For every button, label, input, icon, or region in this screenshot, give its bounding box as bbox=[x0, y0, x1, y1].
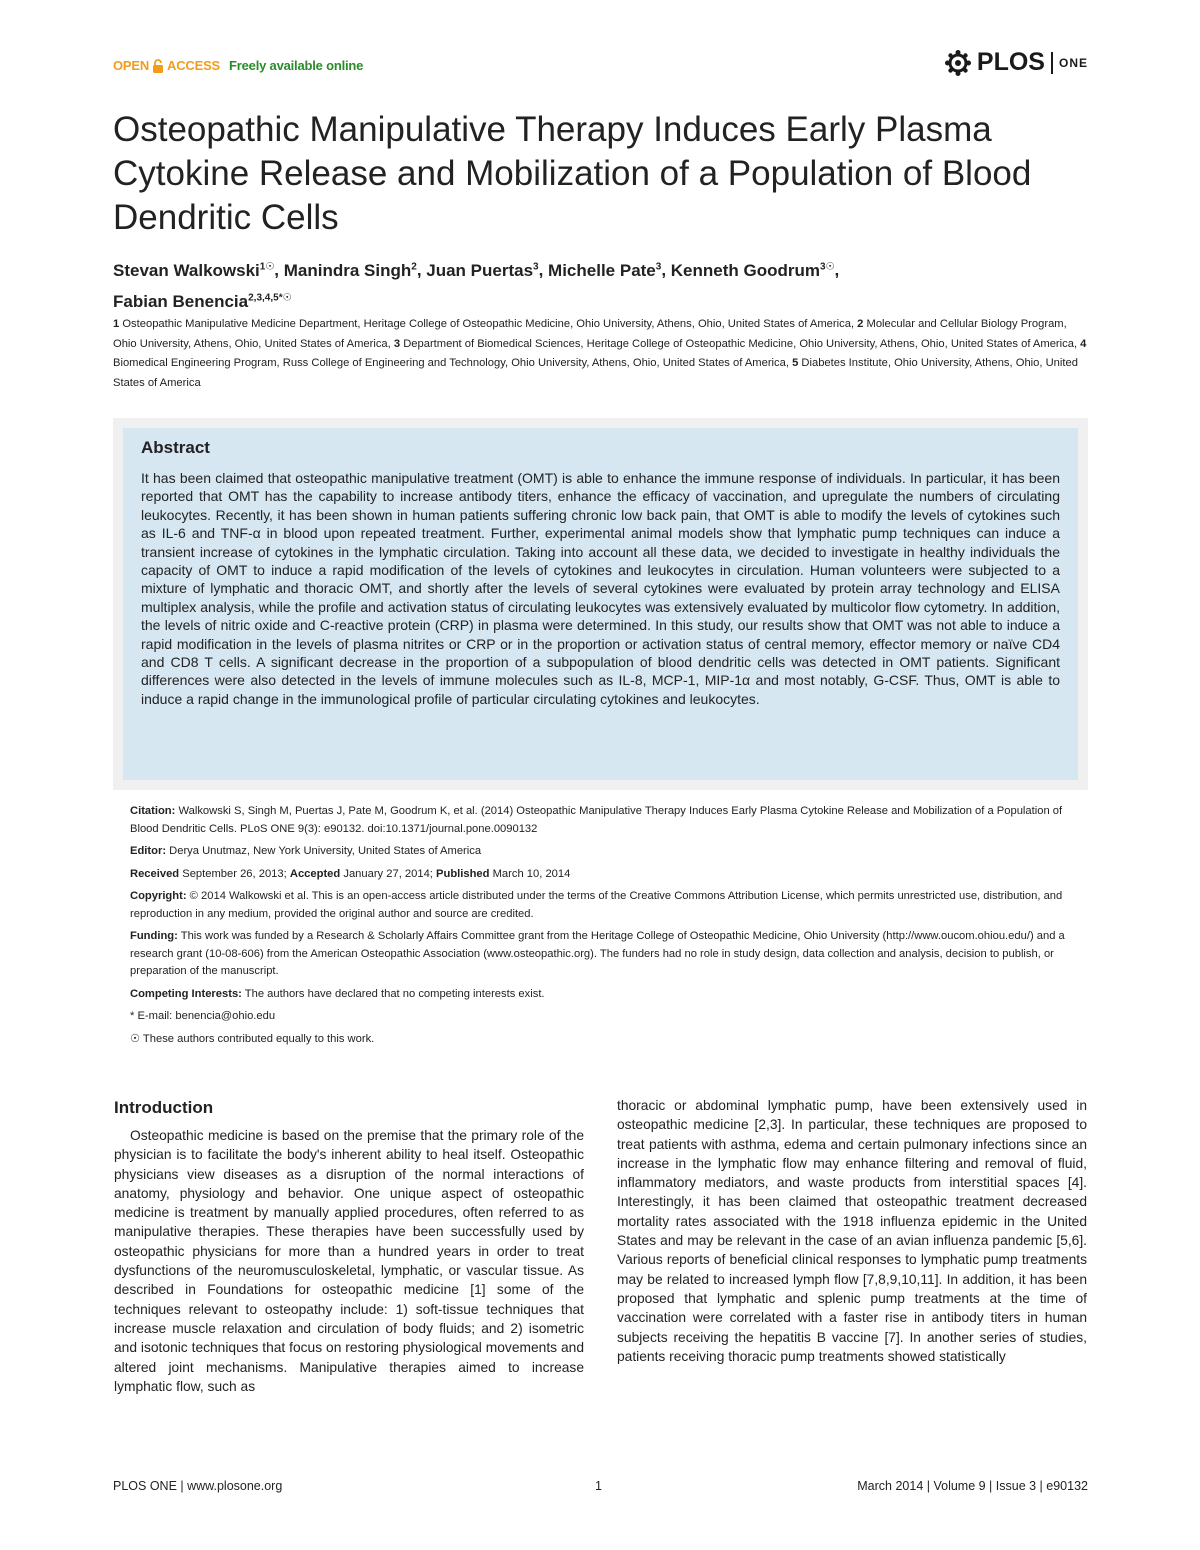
access-label: ACCESS bbox=[167, 58, 221, 73]
affiliations: 1 Osteopathic Manipulative Medicine Department, Heritage College of Osteopathic Medicine, Ohio University, Athens, Ohio, United States of America, 2 Molecular and Cellular Biology Program, Ohio University, Athens, Ohio, United States of America, 3 Department of Biomedical Sciences, Heritage College of Osteopathic Medicine, Ohio University, Athens, Ohio, United States of America, 4 Biomedical Engineering Program, Russ College of Engineering and Technology, Ohio University, Athens, Ohio, United States of America, 5 Diabetes Institute, Ohio University, Athens, Ohio, United States of America bbox=[113, 318, 1087, 389]
open-access-badge bbox=[113, 58, 363, 73]
author[interactable]: Kenneth Goodrum$^{3☉}$ bbox=[670, 260, 835, 280]
open-label: OPEN bbox=[113, 58, 150, 73]
plos-wordmark: PLOS bbox=[976, 48, 1045, 76]
article-metadata bbox=[130, 803, 1085, 1053]
copyright: Copyright: © 2014 Walkowski et al. This is an open-access article distributed under the terms of the Creative Commons Attribution License, which permits unrestricted use, distribution, and reproduction in any medium, provided the original author and source are credited. bbox=[130, 890, 1063, 920]
journal-footer[interactable]: PLOS ONE | www.plosone.org bbox=[113, 1479, 283, 1493]
body-column-left bbox=[114, 1097, 584, 1396]
article-title: Osteopathic Manipulative Therapy Induces Early Plasma Cytokine Release and Mobilization of a Population of Blood Dendritic Cells bbox=[113, 110, 1032, 237]
introduction-heading: Introduction bbox=[114, 1098, 214, 1117]
abstract-heading: Abstract bbox=[141, 438, 210, 457]
page-number: 1 bbox=[595, 1479, 602, 1493]
abstract-panel bbox=[123, 428, 1078, 780]
abstract-text: It has been claimed that osteopathic manipulative treatment (OMT) is able to enhance the immune response of individuals. In particular, it has been reported that OMT has the capability to increase antibody titers, enhance the efficacy of vaccination, and upregulate the numbers of circulating leukocytes. Recently, it has been shown in human patients suffering chronic low back pain, that OMT is able to modify the levels of cytokines such as IL-6 and TNF-α in blood upon repeated treatment. Further, experimental animal models show that lymphatic pump techniques can induce a transient increase of cytokines in the lymphatic circulation. Taking into account all these data, we decided to investigate in healthy individuals the capacity of OMT to induce a rapid modification of the levels of cytokines and leukocytes in circulation. Human volunteers were subjected to a mixture of lymphatic and thoracic OMT, and shortly after the levels of several cytokines were evaluated by protein array technology and ELISA multiplex analysis, while the profile and activation status of circulating leukocytes was extensively evaluated by multicolor flow cytometry. In addition, the levels of nitric oxide and C-reactive protein (CRP) in plasma were determined. In this study, our results show that OMT was not able to induce a rapid modification in the levels of plasma nitrites or CRP or in the proportion or activation status of central memory, effector memory or naïve CD4 and CD8 T cells. A significant decrease in the proportion of a subpopulation of blood dendritic cells was detected in OMT patients. Significant differences were also detected in the levels of immune molecules such as IL-8, MCP-1, MIP-1α and most notably, G-CSF. Thus, OMT is able to induce a rapid change in the immunological profile of particular circulating cytokines and leukocytes. bbox=[141, 470, 1060, 707]
author[interactable]: Juan Puertas$^3$ bbox=[426, 260, 539, 280]
body-paragraph: Osteopathic medicine is based on the premise that the primary role of the physician is to facilitate the body's inherent ability to heal itself. Osteopathic physicians view diseases as a disruption of the normal interactions of anatomy, physiology and behavior. One unique aspect of osteopathic medicine is treatment by manually applied procedures, often referred to as manipulative therapies. These therapies have been successfully used by osteopathic physicians for more than a hundred years in order to treat dysfunctions of the neuromusculoskeletal, lymphatic, or vascular tissue. As described in Foundations for osteopathic medicine [1] some of the techniques relevant to osteopathy include: 1) soft-tissue techniques that increase muscle relaxation and circulation of body fluids; and 2) isometric and isotonic techniques that focus on restoring physiological movements and altered joint mechanisms. Manipulative therapies aimed to increase lymphatic flow, such as bbox=[114, 1128, 584, 1394]
body-paragraph: thoracic or abdominal lymphatic pump, have been extensively used in osteopathic medicine [2,3]. In particular, these techniques are proposed to treat patients with asthma, edema and certain pulmonary infections since an increase in the lymphatic flow may enhance filtering and removal of fluid, inflammatory mediators, and waste products from interstitial spaces [4]. Interestingly, it has been claimed that osteopathic treatment decreased mortality rates associated with the 1918 influenza epidemic in the United States and may be relevant in the case of an avian influenza pandemic [5,6]. Various reports of beneficial clinical responses to lymphatic pump treatments may be related to increased lymph flow [7,8,9,10,11]. In addition, it has been proposed that lymphatic and splenic pump treatments at the time of vaccination were correlated with a faster rise in antibody titers in human subjects receiving the hepatitis B vaccine [7]. In another series of studies, patients receiving thoracic pump treatments showed statistically bbox=[617, 1098, 1087, 1364]
corresponding-email[interactable]: * E-mail: benencia@ohio.edu bbox=[130, 1010, 276, 1022]
issue-info: March 2014 | Volume 9 | Issue 3 | e90132 bbox=[857, 1479, 1088, 1493]
competing-interests: Competing Interests: The authors have declared that no competing interests exist. bbox=[130, 987, 545, 1000]
equal-contribution-note: ☉ These authors contributed equally to this work. bbox=[130, 1032, 375, 1045]
logo-divider bbox=[1051, 52, 1053, 74]
citation: Citation: Walkowski S, Singh M, Puertas J, Pate M, Goodrum K, et al. (2014) Osteopathic Manipulative Therapy Induces Early Plasma Cytokine Release and Mobilization of a Population of Blood Dendritic Cells. PLoS ONE 9(3): e90132. doi:10.1371/journal.pone.0090132 bbox=[130, 805, 1063, 835]
plos-gear-icon bbox=[945, 50, 971, 76]
editor: Editor: Derya Unutmaz, New York University, United States of America bbox=[130, 845, 482, 857]
body-column-right bbox=[617, 1096, 1087, 1366]
freely-available-label: Freely available online bbox=[229, 58, 364, 73]
author-list: Stevan Walkowski$^{1☉}$, Manindra Singh$^2$, Juan Puertas$^3$, Michelle Pate$^3$, Kenneth Goodrum$^{3☉}$, Fabian Benencia$^{2,3,4,5*☉}$ bbox=[113, 260, 840, 312]
open-lock-icon bbox=[152, 59, 164, 73]
dates: Received September 26, 2013; Accepted January 27, 2014; Published March 10, 2014 bbox=[130, 867, 571, 880]
funding: Funding: This work was funded by a Research & Scholarly Affairs Committee grant from the Heritage College of Osteopathic Medicine, Ohio University (http://www.oucom.ohiou.edu/) and a research grant (10-08-606) from the American Osteopathic Association (www.osteopathic.org). The funders had no role in study design, data collection and analysis, decision to publish, or preparation of the manuscript. bbox=[130, 930, 1065, 977]
author[interactable]: Michelle Pate$^3$ bbox=[548, 260, 662, 280]
author[interactable]: Stevan Walkowski$^{1☉}$ bbox=[113, 260, 275, 280]
author[interactable]: Fabian Benencia$^{2,3,4,5*☉}$ bbox=[113, 292, 292, 312]
author[interactable]: Manindra Singh$^2$ bbox=[283, 260, 417, 280]
plos-logo[interactable] bbox=[945, 48, 1088, 77]
abstract-box bbox=[113, 418, 1088, 790]
one-wordmark: ONE bbox=[1058, 55, 1088, 70]
